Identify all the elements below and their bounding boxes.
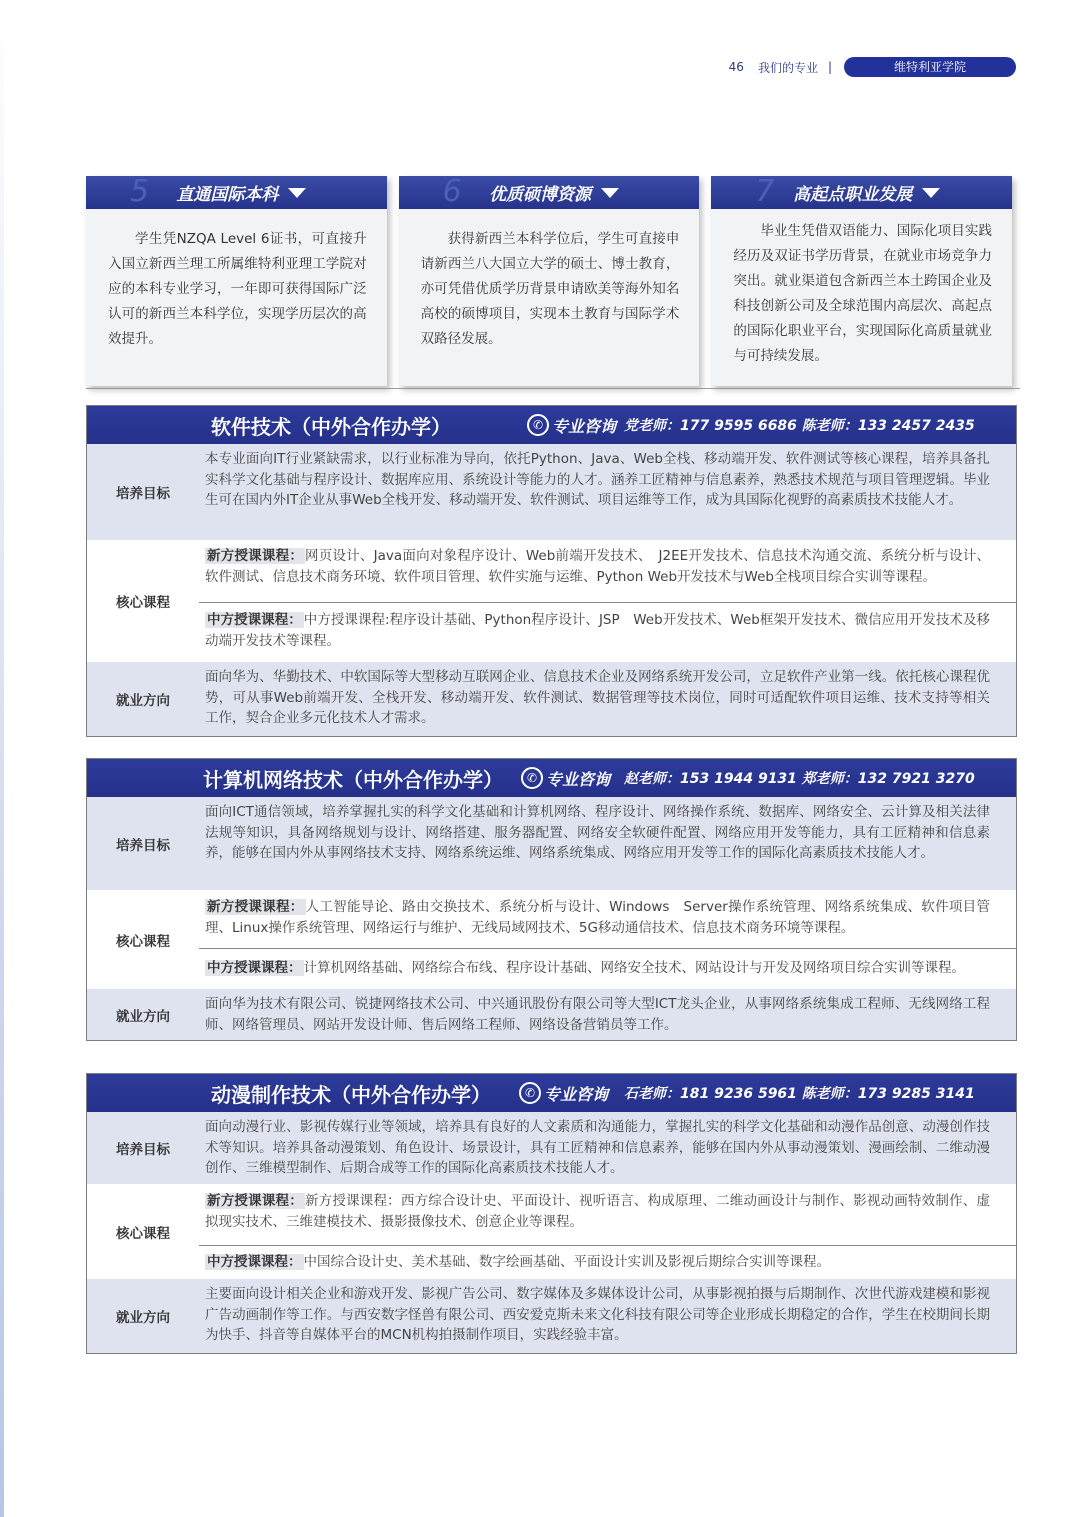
goal-label: 培养目标 (116, 1142, 170, 1158)
goal-text: 面向动漫行业、影视传媒行业等领域，培养具有良好的人文素质和沟通能力，掌握扎实的科学文化基础和动漫作品创意、动漫创作技术等知识。培养具备动漫策划、角色设计、场景设计，具有工匠精神和信息素养，能够在国内外从事动漫策划、漫画绘制、二维动漫创作、三维模型制作、后期合成等工作的国际化高素质技术技能人才。 (205, 1119, 990, 1177)
program-header (87, 406, 1016, 444)
nz-courses-label: 新方授课课程： (207, 548, 304, 564)
feature-cards (86, 176, 1012, 386)
program-title: 计算机网络技术（中外合作办学） (203, 767, 503, 792)
feature-number: 5 (130, 174, 150, 209)
feature-text: 学生凭NZQA Level 6证书，可直接升入国立新西兰理工所属维特利亚理工学院对应的本科专业学习，一年即可获得国际广泛认可的新西兰本科学位，实现学历层次的高效提升。 (108, 231, 367, 347)
feature-card (711, 176, 1012, 386)
contacts: 党老师：177 9595 6686 陈老师：133 2457 2435 (624, 418, 975, 434)
core-row (87, 540, 1016, 662)
phone-icon: ✆ (519, 1082, 541, 1104)
page-number: 46 (728, 60, 744, 74)
consult-text: 专业咨询 (544, 1084, 609, 1104)
feature-number: 7 (755, 174, 775, 209)
cn-courses-label: 中方授课课程： (207, 1254, 302, 1270)
nz-courses (199, 540, 1016, 602)
feature-header (399, 176, 700, 209)
consult-text: 专业咨询 (552, 416, 617, 436)
core-row (87, 890, 1016, 989)
page-edge-decoration (0, 0, 4, 1517)
section-name: 我们的专业 (757, 60, 818, 75)
feature-header (86, 176, 387, 209)
program-title: 动漫制作技术（中外合作办学） (211, 1082, 491, 1107)
consult-label (527, 414, 616, 437)
nz-courses (199, 890, 1016, 948)
core-label: 核心课程 (116, 933, 170, 950)
cn-courses-text: 计算机网络基础、网络综合布线、程序设计基础、网络安全技术、网站设计与开发及网络项目综合实训等课程。 (303, 960, 965, 976)
goal-label: 培养目标 (116, 486, 170, 502)
cn-courses-text: 中方授课课程:程序设计基础、Python程序设计、JSP Web开发技术、Web框架开发技术、微信应用开发技术及移动端开发技术等课程。 (205, 612, 991, 649)
program-animation (86, 1073, 1017, 1354)
college-pill: 维特利亚学院 (844, 57, 1016, 77)
phone-icon: ✆ (527, 414, 549, 436)
core-label: 核心课程 (116, 595, 170, 611)
goal-row (87, 444, 1016, 540)
phone-icon: ✆ (521, 767, 543, 789)
cn-courses (199, 948, 1016, 989)
caret-down-icon (601, 188, 619, 198)
career-label: 就业方向 (116, 1008, 170, 1025)
career-row (87, 989, 1016, 1040)
career-text: 面向华为、华勤技术、中软国际等大型移动互联网企业、信息技术企业及网络系统开发公司，立足软件产业第一线。依托核心课程优势，可从事Web前端开发、全栈开发、移动端开发、软件测试、数据管理等技术岗位，同时可适配软件项目运维、技术支持等相关工作，契合企业多元化技术人才需求。 (205, 669, 990, 727)
goal-row (87, 797, 1016, 890)
consult-label (519, 1082, 608, 1105)
nz-courses (199, 1184, 1016, 1245)
career-row (87, 662, 1016, 736)
program-software (86, 405, 1017, 737)
nz-courses-text: 人工智能导论、路由交换技术、系统分析与设计、Windows Server操作系统管理、网络系统集成、软件项目管理、Linux操作系统管理、网络运行与维护、无线局域网技术、5G移动通信技术、信息技术商务环境等课程。 (205, 899, 990, 936)
program-header (87, 759, 1016, 797)
core-label: 核心课程 (116, 1225, 170, 1242)
divider (86, 388, 1020, 389)
goal-text: 面向ICT通信领域，培养掌握扎实的科学文化基础和计算机网络、程序设计、网络操作系统、数据库、网络安全、云计算及相关法律法规等知识，具备网络规划与设计、网络搭建、服务器配置、网络安全软硬件配置、网络应用开发等能力，具有工匠精神和信息素养，能够在国内外从事网络技术支持、网络系统运维、网络系统集成、网络应用开发等工作的国际化高素质技术技能人才。 (205, 804, 990, 862)
nz-courses-label: 新方授课课程： (207, 1193, 303, 1209)
nz-courses-label: 新方授课课程： (207, 899, 304, 915)
caret-down-icon (288, 188, 306, 198)
nz-courses-text: 新方授课课程：西方综合设计史、平面设计、视听语言、构成原理、二维动画设计与制作、影视动画特效制作、虚拟现实技术、三维建模技术、摄影摄像技术、创意企业等课程。 (205, 1193, 990, 1230)
cn-courses-label: 中方授课课程： (207, 612, 302, 628)
feature-card (86, 176, 387, 386)
caret-down-icon (922, 188, 940, 198)
goal-text: 本专业面向IT行业紧缺需求，以行业标准为导向，依托Python、Java、Web全栈、移动端开发、软件测试等核心课程，培养具备扎实科学文化基础与程序设计、数据库应用、系统设计等能力的人才。涵养工匠精神与信息素养，熟悉技术规范与项目管理逻辑。毕业生可在国内外IT企业从事Web全栈开发、移动端开发、软件测试、项目运维等工作，成为具国际化视野的高素质技术技能人才。 (205, 451, 990, 509)
career-label: 就业方向 (116, 693, 170, 709)
cn-courses-text: 中国综合设计史、美术基础、数字绘画基础、平面设计实训及影视后期综合实训等课程。 (303, 1254, 830, 1270)
cn-courses-label: 中方授课课程： (207, 960, 302, 976)
program-header (87, 1074, 1016, 1112)
goal-row (87, 1112, 1016, 1184)
program-network (86, 758, 1017, 1041)
program-title: 软件技术（中外合作办学） (211, 414, 451, 439)
career-text: 面向华为技术有限公司、锐捷网络技术公司、中兴通讯股份有限公司等大型ICT龙头企业，从事网络系统集成工程师、无线网络工程师、网络管理员、网站开发设计师、售后网络工程师、网络设备营销员等工作。 (205, 996, 990, 1033)
cn-courses (199, 1245, 1016, 1279)
nz-courses-text: 网页设计、Java面向对象程序设计、Web前端开发技术、 J2EE开发技术、信息技术沟通交流、系统分析与设计、软件测试、信息技术商务环境、软件项目管理、软件实施与运维、Python Web开发技术与Web全栈项目综合实训等课程。 (205, 548, 991, 585)
feature-number: 6 (442, 174, 462, 209)
contacts: 石老师：181 9236 5961 陈老师：173 9285 3141 (624, 1086, 975, 1102)
feature-text: 获得新西兰本科学位后，学生可直接申请新西兰八大国立大学的硕士、博士教育，亦可凭借优质学历背景申请欧美等海外知名高校的硕博项目，实现本土教育与国际学术双路径发展。 (420, 231, 680, 347)
feature-title: 优质硕博资源 (489, 185, 591, 205)
header-separator: | (827, 60, 832, 74)
consult-label (521, 767, 610, 790)
career-text: 主要面向设计相关企业和游戏开发、影视广告公司、数字媒体及多媒体设计公司，从事影视拍摄与后期制作、次世代游戏建模和影视广告动画制作等工作。与西安数字怪兽有限公司、西安爱克斯未来文化科技有限公司等企业形成长期稳定的合作，学生在校期间长期为快手、抖音等自媒体平台的MCN机构拍摄制作项目，实践经验丰富。 (205, 1286, 990, 1344)
career-label: 就业方向 (116, 1310, 170, 1326)
contacts: 赵老师：153 1944 9131 郑老师：132 7921 3270 (624, 771, 975, 787)
feature-card (399, 176, 700, 386)
feature-title: 高起点职业发展 (793, 185, 913, 205)
goal-label: 培养目标 (116, 837, 170, 854)
core-row (87, 1184, 1016, 1279)
cn-courses (199, 602, 1016, 662)
page-header (729, 56, 1016, 78)
consult-text: 专业咨询 (546, 769, 611, 789)
feature-title: 直通国际本科 (176, 185, 279, 205)
feature-text: 毕业生凭借双语能力、国际化项目实践经历及双证书学历背景，在就业市场竞争力突出。就业渠道包含新西兰本土跨国企业及科技创新公司及全球范围内高层次、高起点的国际化职业平台，实现国际化高质量就业与可持续发展。 (733, 223, 993, 364)
career-row (87, 1279, 1016, 1353)
feature-header (711, 176, 1012, 209)
